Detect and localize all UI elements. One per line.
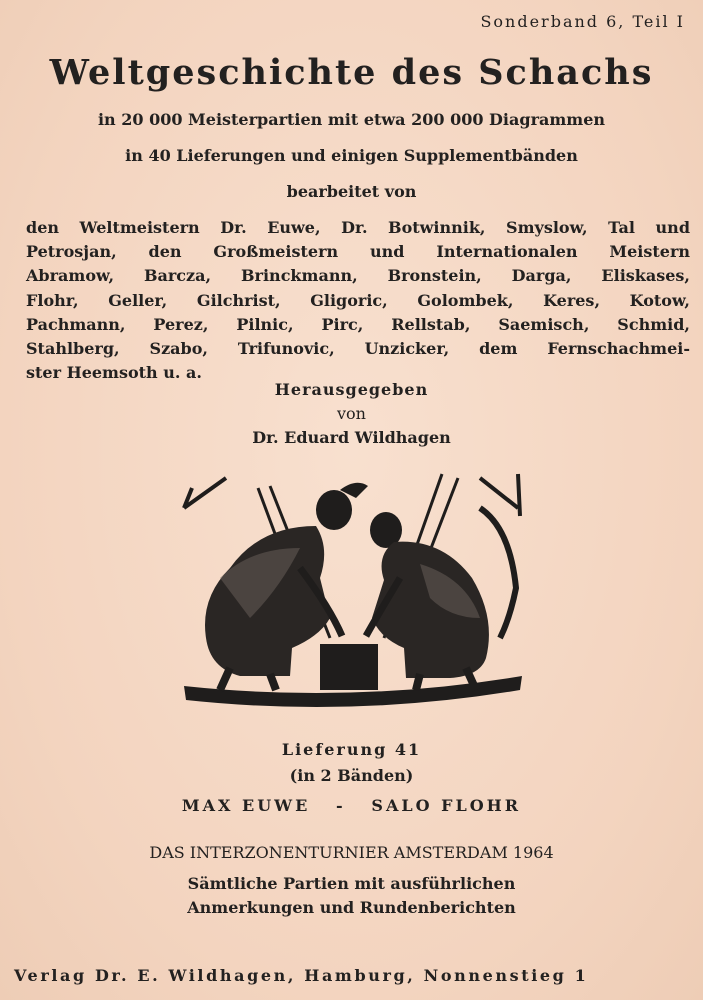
editors-line: Abramow, Barcza, Brinckmann, Bronstein, Darga, Eliskases, bbox=[26, 266, 690, 286]
subtitle-line-2: in 40 Lieferungen und einigen Supplementbänden bbox=[125, 146, 578, 165]
tournament-title: DAS INTERZONENTURNIER AMSTERDAM 1964 bbox=[149, 843, 554, 862]
delivery-number: Lieferung 41 bbox=[281, 740, 422, 759]
tournament-desc-line-2: Anmerkungen und Rundenberichten bbox=[187, 898, 516, 917]
edited-by-label: Herausgegeben bbox=[274, 380, 429, 399]
series-label: Sonderband 6, Teil I bbox=[480, 12, 685, 31]
vase-illustration bbox=[180, 468, 526, 718]
editors-line: Pachmann, Perez, Pilnic, Pirc, Rellstab, Saemisch, Schmid, bbox=[26, 314, 690, 334]
subtitle-line-1: in 20 000 Meisterpartien mit etwa 200 000 Diagrammen bbox=[97, 110, 606, 129]
editors-line: Stahlberg, Szabo, Trifunovic, Unzicker, dem Fernschachmei- bbox=[26, 338, 690, 358]
publisher-footer: Verlag Dr. E. Wildhagen, Hamburg, Nonnenstieg 1 bbox=[14, 966, 589, 985]
editors-line: Petrosjan, den Großmeistern und Internationalen Meistern bbox=[26, 242, 690, 262]
editors-line: ster Heemsoth u. a. bbox=[26, 363, 202, 383]
volumes-note: (in 2 Bänden) bbox=[289, 766, 414, 785]
editor-name: Dr. Eduard Wildhagen bbox=[252, 428, 451, 447]
book-title: Weltgeschichte des Schachs bbox=[49, 52, 654, 93]
editors-line: Flohr, Geller, Gilchrist, Gligoric, Golombek, Keres, Kotow, bbox=[26, 290, 690, 310]
tournament-desc-line-1: Sämtliche Partien mit ausführlichen bbox=[187, 874, 516, 893]
editors-line: den Weltmeistern Dr. Euwe, Dr. Botwinnik, Smyslow, Tal und bbox=[26, 218, 690, 237]
authors: MAX EUWE - SALO FLOHR bbox=[181, 796, 522, 815]
subtitle-line-3: bearbeitet von bbox=[286, 182, 417, 201]
editors-list bbox=[26, 216, 690, 385]
von-label: von bbox=[337, 404, 366, 423]
